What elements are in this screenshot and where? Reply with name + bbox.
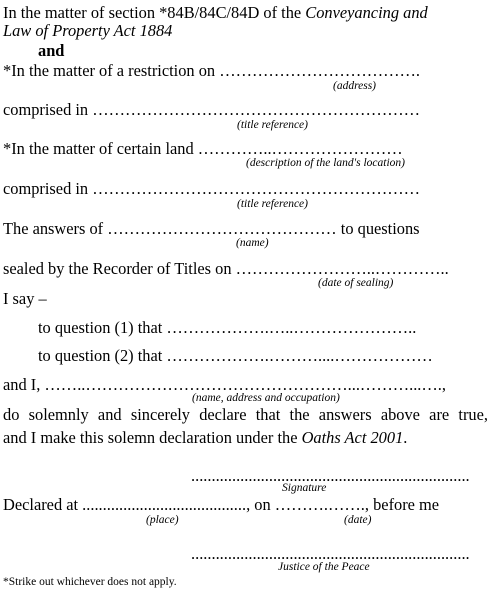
sealed-line: sealed by the Recorder of Titles on ……………………..………….. xyxy=(3,259,449,278)
question-2-line: to question (2) that ……………….………....……………… xyxy=(38,346,433,365)
declaration-period: . xyxy=(403,428,408,447)
land-line: *In the matter of certain land …………..…………………… xyxy=(3,139,403,158)
declaration-text: and I make this solemn declaration under the xyxy=(3,428,302,447)
answers-line: The answers of …………………………………… to questions xyxy=(3,219,420,238)
and-i-line: and I, ……..…………………………………………...………...…., xyxy=(3,375,446,394)
act-title-part-1: Conveyancing and xyxy=(305,3,428,22)
name-caption: (name) xyxy=(236,237,269,249)
declaration-line-2 xyxy=(3,430,407,446)
address-caption: (address) xyxy=(333,80,377,92)
header-text: In the matter of section *84B/84C/84D of the xyxy=(3,3,306,22)
name-address-occupation-caption: (name, address and occupation) xyxy=(192,392,340,404)
date-of-sealing-caption: (date of sealing) xyxy=(318,277,394,289)
place-caption: (place) xyxy=(146,514,179,526)
signature-caption: Signature xyxy=(282,482,327,494)
justice-caption: Justice of the Peace xyxy=(278,561,370,573)
restriction-line: *In the matter of a restriction on ………………………………. xyxy=(3,61,420,80)
question-1-line: to question (1) that ……………….…..………………….. xyxy=(38,318,417,337)
declaration-line-1: do solemnly and sincerely declare that the answers above are true, xyxy=(3,405,488,424)
date-caption: (date) xyxy=(344,514,372,526)
and-heading: and xyxy=(38,41,65,60)
footnote: *Strike out whichever does not apply. xyxy=(3,576,177,588)
signature-line: .................................................................... xyxy=(191,466,470,485)
oaths-act-title: Oaths Act 2001 xyxy=(301,428,404,447)
act-title-part-2: Law of Property Act 1884 xyxy=(3,21,173,40)
comprised-in-line-2: comprised in …………………………………………………… xyxy=(3,179,421,198)
justice-signature-line: .................................................................... xyxy=(191,544,470,563)
land-location-caption: (description of the land's location) xyxy=(246,157,405,169)
header-line-1 xyxy=(3,5,428,21)
title-reference-caption-1: (title reference) xyxy=(237,119,308,131)
comprised-in-line-1: comprised in …………………………………………………… xyxy=(3,100,421,119)
i-say-line: I say – xyxy=(3,289,47,308)
declared-at-line: Declared at ........................................, on ……….……., before me xyxy=(3,495,440,514)
title-reference-caption-2: (title reference) xyxy=(237,198,308,210)
